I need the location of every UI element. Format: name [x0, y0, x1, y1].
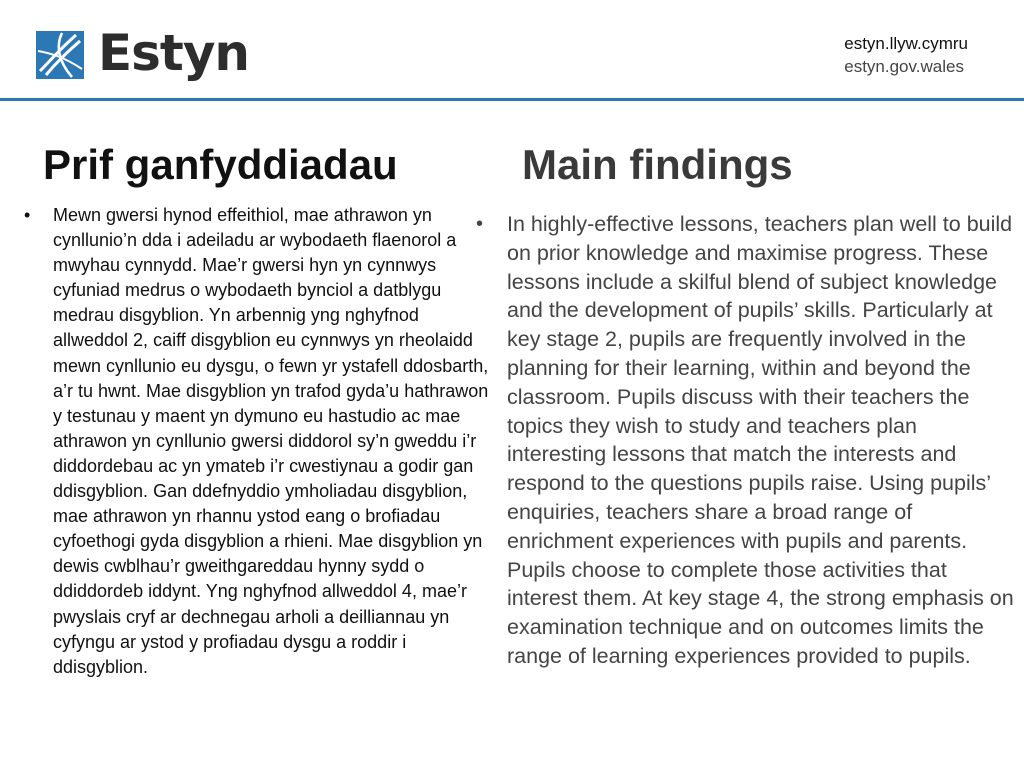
estyn-logo-mark-icon — [36, 31, 84, 79]
header-urls — [844, 32, 968, 78]
welsh-finding-item — [24, 203, 494, 680]
bullet-icon: • — [24, 205, 31, 225]
welsh-website-link[interactable]: estyn.llyw.cymru — [844, 34, 968, 53]
english-findings-column — [476, 210, 1016, 671]
english-website-link[interactable]: estyn.gov.wales — [844, 57, 964, 76]
bullet-icon: • — [476, 213, 484, 235]
estyn-logo[interactable] — [36, 22, 249, 88]
welsh-findings-column — [24, 203, 494, 680]
english-heading: Main findings — [522, 141, 793, 188]
estyn-wordmark: Estyn — [98, 24, 250, 82]
english-finding-item — [476, 210, 1016, 671]
header-divider — [0, 98, 1024, 101]
english-finding-text: In highly-effective lessons, teachers plan well to build on prior knowledge and maximise progress. These lessons include a skilful blend of subject knowledge and the development of pupils’ skills. Particularly at key stage 2, pupils are frequently involved in the planning for their learning, within and beyond the classroom. Pupils discuss with their teachers the topics they wish to study and teachers plan interesting lessons that match the interests and respond to the questions pupils raise. Using pupils’ enquiries, teachers share a broad range of enrichment experiences with pupils and parents. Pupils choose to complete those activities that interest them. At key stage 4, the strong emphasis on examination technique and on outcomes limits the range of learning experiences provided to pupils. — [507, 212, 1014, 668]
welsh-heading: Prif ganfyddiadau — [43, 141, 398, 188]
welsh-finding-text: Mewn gwersi hynod effeithiol, mae athrawon yn cynllunio’n dda i adeiladu ar wybodaeth flaenorol a mwyhau cynnydd. Mae’r gwersi hyn yn cynnwys cyfuniad medrus o wybodaeth bynciol a datblygu medrau disgyblion. Yn arbennig yng nghyfnod allweddol 2, caiff disgyblion eu cynnwys yn rheolaidd mewn cynllunio eu dysgu, o fewn yr ystafell ddosbarth, a’r tu hwnt. Mae disgyblion yn trafod gyda’u hathrawon y testunau y maent yn dymuno eu hastudio ac mae athrawon yn cynllunio gwersi diddorol sy’n gweddu i’r diddordebau ac yn ymateb i’r cwestiynau a godir gan ddisgyblion. Gan ddefnyddio ymholiadau disgyblion, mae athrawon yn rhannu ystod eang o brofiadau cyfoethogi gyda disgyblion a rhieni. Mae disgyblion yn dewis cwblhau’r gweithgareddau hynny sydd o ddiddordeb iddynt. Yng nghyfnod allweddol 4, mae’r pwyslais cryf ar dechnegau arholi a deilliannau yn cyfyngu ar ystod y profiadau dysgu a roddir i ddisgyblion. — [53, 205, 489, 677]
